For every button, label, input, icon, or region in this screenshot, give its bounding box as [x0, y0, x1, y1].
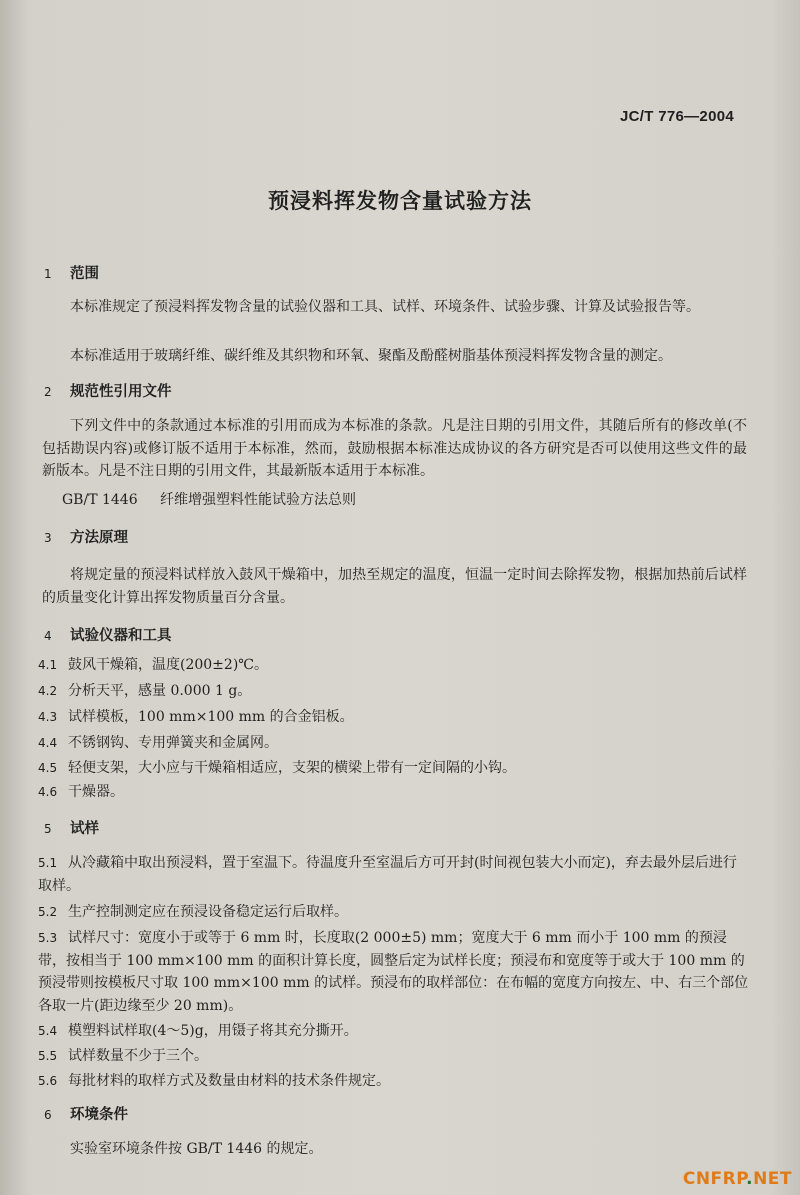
section-title: 规范性引用文件	[70, 384, 172, 400]
section-6-heading	[44, 1103, 128, 1124]
clause-number: 5.1	[38, 856, 58, 870]
site-watermark	[683, 1169, 792, 1189]
clause-text: 鼓风干燥箱，温度(200±2)℃。	[68, 657, 268, 673]
clause-number: 4.1	[38, 658, 58, 672]
watermark-dot: .	[746, 1169, 754, 1189]
section-2-paragraph-1: 下列文件中的条款通过本标准的引用而成为本标准的条款。凡是注日期的引用文件，其随后所有的修改单(不包括勘误内容)或修订版不适用于本标准，然而，鼓励根据本标准达成协议的各方研究是否可以使用这些文件的最新版本。凡是不注日期的引用文件，其最新版本适用于本标准。	[42, 418, 747, 479]
section-title: 范围	[70, 266, 99, 282]
section-1-paragraph-1: 本标准规定了预浸料挥发物含量的试验仪器和工具、试样、环境条件、试验步骤、计算及试验报告等。	[70, 299, 700, 315]
clause-4-2	[38, 680, 750, 703]
clause-5-4	[38, 1020, 750, 1043]
section-number: 1	[44, 267, 52, 281]
clause-text: 模塑料试样取(4～5)g，用镊子将其充分撕开。	[68, 1023, 358, 1039]
watermark-suffix: NET	[753, 1169, 792, 1189]
clause-text: 试样模板，100 mm×100 mm 的合金铝板。	[68, 709, 354, 725]
clause-number: 4.4	[38, 736, 58, 750]
clause-number: 4.3	[38, 710, 58, 724]
clause-number: 5.4	[38, 1024, 58, 1038]
clause-text: 试样数量不少于三个。	[68, 1048, 208, 1064]
section-6-paragraph-1: 实验室环境条件按 GB/T 1446 的规定。	[70, 1141, 323, 1157]
clause-5-2	[38, 901, 750, 924]
clause-4-4	[38, 732, 750, 755]
clause-4-1	[38, 654, 750, 677]
clause-text: 从冷藏箱中取出预浸料，置于室温下。待温度升至室温后方可开封(时间视包装大小而定)，弃去最外层后进行取样。	[38, 855, 737, 894]
clause-5-6	[38, 1070, 750, 1093]
clause-text: 干燥器。	[68, 784, 124, 800]
clause-number: 4.2	[38, 684, 58, 698]
section-1-heading	[44, 262, 99, 283]
clause-4-3	[38, 706, 750, 729]
section-3-heading	[44, 526, 128, 547]
section-title: 方法原理	[70, 530, 128, 546]
section-number: 5	[44, 822, 52, 836]
clause-text: 不锈钢钩、专用弹簧夹和金属网。	[68, 735, 278, 751]
clause-5-5	[38, 1045, 750, 1068]
clause-4-5	[38, 757, 750, 780]
clause-number: 5.5	[38, 1049, 58, 1063]
clause-number: 5.6	[38, 1074, 58, 1088]
section-number: 4	[44, 629, 52, 643]
clause-4-6	[38, 781, 750, 804]
clause-text: 每批材料的取样方式及数量由材料的技术条件规定。	[68, 1073, 390, 1089]
section-number: 6	[44, 1108, 52, 1122]
section-title: 试样	[70, 821, 99, 837]
clause-5-1	[38, 852, 750, 897]
section-4-heading	[44, 624, 172, 645]
reference-title: 纤维增强塑料性能试验方法总则	[160, 492, 356, 508]
clause-text: 轻便支架，大小应与干燥箱相适应，支架的横梁上带有一定间隔的小钩。	[68, 760, 516, 776]
clause-text: 分析天平，感量 0.000 1 g。	[68, 683, 252, 699]
document-title: 预浸料挥发物含量试验方法	[268, 189, 532, 213]
clause-number: 4.5	[38, 761, 58, 775]
clause-number: 5.3	[38, 931, 58, 945]
section-title: 环境条件	[70, 1107, 128, 1123]
section-2-heading	[44, 380, 172, 401]
section-3-paragraph-1: 将规定量的预浸料试样放入鼓风干燥箱中，加热至规定的温度，恒温一定时间去除挥发物，根据加热前后试样的质量变化计算出挥发物质量百分含量。	[42, 567, 747, 606]
normative-reference	[62, 489, 356, 509]
section-5-heading	[44, 817, 99, 838]
document-code: JC/T 776—2004	[620, 108, 734, 125]
reference-code: GB/T 1446	[62, 492, 138, 508]
section-number: 3	[44, 531, 52, 545]
clause-number: 5.2	[38, 905, 58, 919]
clause-text: 试样尺寸：宽度小于或等于 6 mm 时，长度取(2 000±5) mm；宽度大于 6 mm 而小于 100 mm 的预浸带，按相当于 100 mm×100 mm 的面积计算长度，圆整后定为试样长度；预浸布和宽度等于或大于 100 mm 的预浸带则按模板尺寸取 100 mm×100 mm 的试样。预浸布的取样部位：在布幅的宽度方向按左、中、右三个部位各取一片(距边缘至少 20 mm)。	[38, 930, 749, 1014]
section-number: 2	[44, 385, 52, 399]
watermark-text: CNFRP	[682, 1169, 747, 1189]
clause-5-3	[38, 927, 750, 1017]
section-1-paragraph-2: 本标准适用于玻璃纤维、碳纤维及其织物和环氧、聚酯及酚醛树脂基体预浸料挥发物含量的测定。	[70, 348, 672, 364]
clause-number: 4.6	[38, 785, 58, 799]
section-title: 试验仪器和工具	[70, 628, 172, 644]
clause-text: 生产控制测定应在预浸设备稳定运行后取样。	[68, 904, 348, 920]
